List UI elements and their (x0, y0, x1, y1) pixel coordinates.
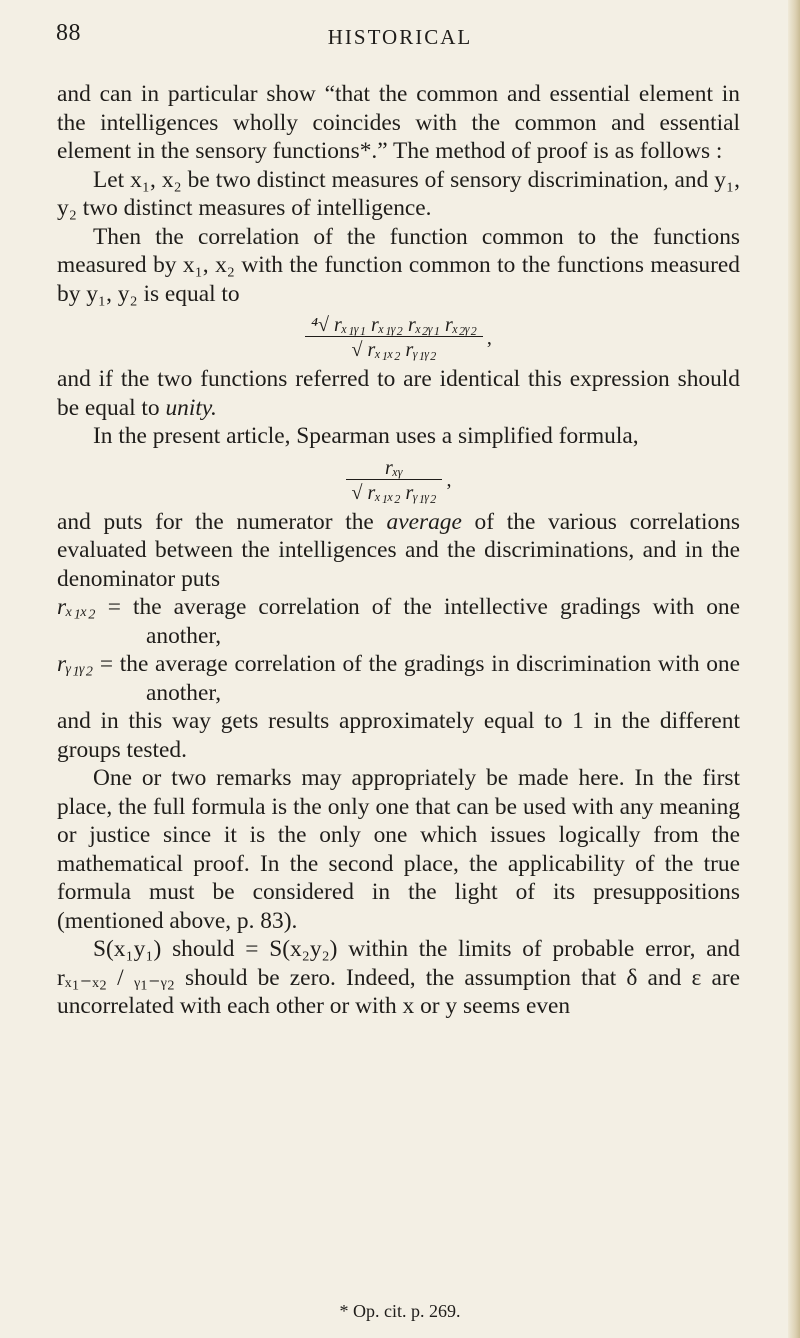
paragraph-6-emphasis: average (386, 508, 462, 535)
paragraph-4 (57, 365, 740, 422)
formula-denominator: √ rₓ₁ₓ₂ rᵧ₁ᵧ₂ (305, 336, 483, 361)
definition-1-text: = the average correlation of the intellective gradings with one another, (95, 594, 740, 649)
paragraph-9: S(x₁y₁) should = S(x₂y₂) within the limits of probable error, and rₓ₁₋ₓ₂ / ᵧ₁₋ᵧ₂ should be zero. Indeed, the assumption that δ and ε are uncorrelated with each other or with x or y seems even (57, 936, 740, 1019)
paragraph-5: In the present article, Spearman uses a simplified formula, (93, 423, 639, 449)
paragraph-4-text: and if the two functions referred to are identical this expression should be equal to (57, 366, 740, 421)
running-title: HISTORICAL (327, 25, 473, 49)
page-edge (788, 0, 800, 1338)
paragraph-4-emphasis: unity. (165, 394, 217, 421)
formula-numerator: ⁴√ rₓ₁ᵧ₁ rₓ₁ᵧ₂ rₓ₂ᵧ₁ rₓ₂ᵧ₂ (311, 314, 477, 336)
paragraph-6-text-a: and puts for the numerator the (57, 508, 387, 535)
paragraph-6 (57, 508, 740, 594)
definition-2 (57, 650, 740, 707)
simplified-numerator: rₓᵧ (384, 456, 404, 479)
paragraph-2: Let x₁, x₂ be two distinct measures of sensory discrimination, and y₁, y₂ two distinct measures of intelligence. (57, 166, 740, 221)
definition-2-symbol: rᵧ₁ᵧ₂ (57, 651, 94, 677)
definition-1 (57, 593, 740, 650)
definition-2-text: = the average correlation of the gradings in discrimination with one another, (93, 651, 740, 706)
paragraph-3: Then the correlation of the function common to the functions measured by x₁, x₂ with the function common to the functions measured by y₁, y₂ is equal to (57, 223, 740, 307)
body-text (57, 80, 740, 1021)
paragraph-8: One or two remarks may appropriately be made here. In the first place, the full formula is the only one that can be used with any meaning or justice since it is the only one which issues logically from the mathematical proof. In the second place, the applicability of the true formula must be considered in the light of its presuppositions (mentioned above, p. 83). (57, 765, 740, 934)
paragraph-7: and in this way gets results approximately equal to 1 in the different groups tested. (57, 708, 740, 763)
simplified-formula: $\frac{\text{rₓᵧ}}{\text{√ rₓ₁ₓ₂ rᵧ₁ᵧ₂}}$ , (57, 457, 740, 504)
full-correlation-formula: $\frac{\text{⁴√ rₓ₁ᵧ₁ rₓ₁ᵧ₂ rₓ₂ᵧ₁ rₓ₂ᵧ₂}}{\text{√ rₓ₁ₓ₂ rᵧ₁ᵧ₂}}$ , (57, 314, 740, 361)
paragraph-1: and can in particular show “that the common and essential element in the intelligences wholly coincides with the common and essential element in the sensory functions*.” The method of proof is as follows : (57, 81, 740, 164)
definition-1-symbol: rₓ₁ₓ₂ (57, 594, 96, 620)
footnote: * Op. cit. p. 269. (339, 1301, 461, 1321)
simplified-denominator: √ rₓ₁ₓ₂ rᵧ₁ᵧ₂ (346, 479, 443, 504)
paragraph-6-text-b: of the various correlations evaluated between the intelligences and the discriminations, and in the denominator puts (57, 508, 740, 592)
page-number: 88 (56, 20, 81, 46)
